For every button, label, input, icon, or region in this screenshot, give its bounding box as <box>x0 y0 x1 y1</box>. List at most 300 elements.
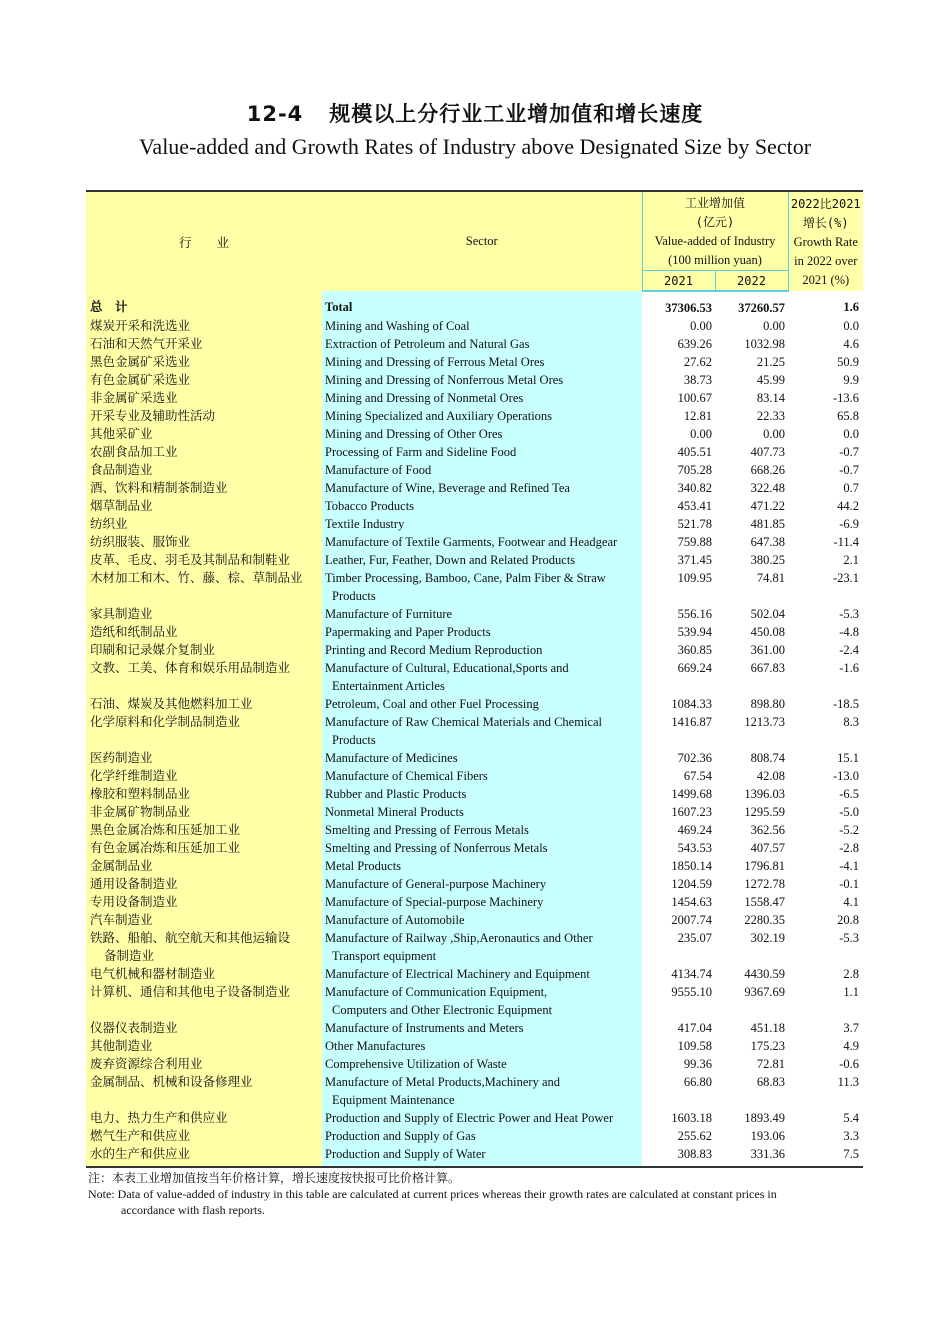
cell-value-2021 <box>642 443 715 461</box>
cell-value-2022 <box>715 291 788 317</box>
cell-growth-text: 0.0 <box>843 319 860 333</box>
cell-growth <box>788 533 863 551</box>
cell-industry-cn <box>86 821 322 839</box>
cell-value-2021 <box>642 515 715 533</box>
table-row <box>86 875 863 893</box>
cell-value-2021-text: 67.54 <box>683 769 712 783</box>
table-row <box>86 371 863 389</box>
cell-industry-cn <box>86 983 322 1019</box>
cell-value-2022-text: 1396.03 <box>744 787 786 801</box>
table-row <box>86 335 863 353</box>
cell-industry-cn <box>86 929 322 965</box>
cell-value-2021-text: 1454.63 <box>671 895 712 909</box>
cell-value-2021-text: 109.95 <box>677 571 712 585</box>
table-row <box>86 497 863 515</box>
table-row <box>86 893 863 911</box>
cell-growth <box>788 425 863 443</box>
table-row <box>86 983 863 1019</box>
sector-en-text: Extraction of Petroleum and Natural Gas <box>325 337 530 351</box>
cell-value-2022-text: 1295.59 <box>744 805 786 819</box>
cell-value-2022 <box>715 713 788 749</box>
cell-growth-text: -23.1 <box>832 571 860 585</box>
cell-value-2022-text: 302.19 <box>750 931 786 945</box>
cell-value-2021-text: 543.53 <box>677 841 712 855</box>
cell-sector-en <box>322 291 642 317</box>
cell-growth-text: -2.8 <box>839 841 860 855</box>
cell-value-2021 <box>642 389 715 407</box>
cell-value-2022-text: 37260.57 <box>738 301 786 315</box>
cell-value-2021 <box>642 1127 715 1145</box>
cell-value-2021-text: 417.04 <box>677 1021 712 1035</box>
sector-en-text: Manufacture of Wine, Beverage and Refined Tea <box>325 481 570 495</box>
cell-sector-en <box>322 929 642 965</box>
sector-en-text: Production and Supply of Gas <box>325 1129 476 1143</box>
cell-value-2022-text: 407.73 <box>750 445 786 459</box>
cell-sector-en <box>322 389 642 407</box>
note-en <box>88 1186 858 1218</box>
cell-value-2021 <box>642 497 715 515</box>
cell-value-2022-text: 2280.35 <box>744 913 786 927</box>
cell-value-2021-text: 469.24 <box>677 823 712 837</box>
table-row <box>86 857 863 875</box>
industry-cn-text: 计算机、通信和其他电子设备制造业 <box>90 984 291 999</box>
table-row <box>86 407 863 425</box>
cell-value-2021 <box>642 695 715 713</box>
sector-en-text: Manufacture of Metal Products,Machinery and <box>325 1075 560 1089</box>
sector-en-text: Papermaking and Paper Products <box>325 625 491 639</box>
cell-growth-text: -13.0 <box>832 769 860 783</box>
cell-value-2021-text: 37306.53 <box>665 301 712 315</box>
cell-growth <box>788 371 863 389</box>
table-row <box>86 929 863 965</box>
cell-value-2021-text: 340.82 <box>677 481 712 495</box>
cell-value-2022-text: 22.33 <box>756 409 786 423</box>
cell-value-2021-text: 1084.33 <box>671 697 712 711</box>
note-en-label: Note: <box>88 1187 115 1201</box>
cell-value-2021 <box>642 929 715 965</box>
cell-growth-text: 3.3 <box>843 1129 860 1143</box>
cell-value-2021-text: 1499.68 <box>671 787 712 801</box>
table-row <box>86 533 863 551</box>
cell-value-2021 <box>642 803 715 821</box>
cell-value-2021 <box>642 893 715 911</box>
cell-sector-en <box>322 875 642 893</box>
cell-value-2021-text: 453.41 <box>677 499 712 513</box>
cell-sector-en <box>322 623 642 641</box>
cell-value-2022 <box>715 479 788 497</box>
table-row <box>86 1019 863 1037</box>
cell-value-2021 <box>642 839 715 857</box>
industry-cn-text: 化学纤维制造业 <box>90 768 178 783</box>
table-row <box>86 443 863 461</box>
cell-value-2021 <box>642 911 715 929</box>
cell-industry-cn <box>86 911 322 929</box>
cell-sector-en <box>322 767 642 785</box>
cell-value-2021-text: 639.26 <box>677 337 712 351</box>
cell-value-2022-text: 72.81 <box>756 1057 786 1071</box>
cell-growth-text: -0.7 <box>839 463 860 477</box>
cell-value-2022 <box>715 659 788 695</box>
header-value-cn-1: 工业增加值 <box>685 196 746 210</box>
cell-growth-text: 7.5 <box>843 1147 860 1161</box>
cell-value-2021-text: 1850.14 <box>671 859 712 873</box>
header-growth <box>788 191 863 291</box>
cell-growth-text: 20.8 <box>837 913 860 927</box>
industry-cn-text: 其他采矿业 <box>90 426 153 441</box>
cell-value-2022 <box>715 929 788 965</box>
sector-en-text: Mining Specialized and Auxiliary Operations <box>325 409 553 423</box>
cell-value-2021-text: 556.16 <box>677 607 712 621</box>
table-row <box>86 1127 863 1145</box>
header-growth-cn-2: 增长(%) <box>802 216 849 230</box>
cell-sector-en <box>322 443 642 461</box>
cell-value-2021-text: 1603.18 <box>671 1111 712 1125</box>
cell-value-2021-text: 521.78 <box>677 517 712 531</box>
cell-value-2022 <box>715 317 788 335</box>
cell-growth <box>788 893 863 911</box>
cell-value-2022-text: 1032.98 <box>744 337 786 351</box>
industry-cn-text: 非金属矿采选业 <box>90 390 178 405</box>
industry-cn-text: 其他制造业 <box>90 1038 153 1053</box>
cell-industry-cn <box>86 335 322 353</box>
cell-industry-cn <box>86 1019 322 1037</box>
cell-sector-en <box>322 749 642 767</box>
cell-industry-cn <box>86 443 322 461</box>
cell-value-2022-text: 0.00 <box>763 427 786 441</box>
cell-industry-cn <box>86 317 322 335</box>
cell-value-2021 <box>642 291 715 317</box>
cell-value-2022-text: 322.48 <box>750 481 786 495</box>
cell-value-2021 <box>642 983 715 1019</box>
cell-value-2021 <box>642 767 715 785</box>
cell-growth <box>788 1019 863 1037</box>
table-number: 12-4 <box>246 102 304 126</box>
sector-en-text: Rubber and Plastic Products <box>325 787 467 801</box>
cell-value-2022-text: 898.80 <box>750 697 786 711</box>
industry-cn-text: 农副食品加工业 <box>90 444 178 459</box>
cell-value-2022-text: 1213.73 <box>744 715 786 729</box>
industry-cn-text: 金属制品、机械和设备修理业 <box>90 1074 253 1089</box>
industry-cn-text: 石油和天然气开采业 <box>90 336 203 351</box>
cell-growth <box>788 713 863 749</box>
sector-en-text: Manufacture of Special-purpose Machinery <box>325 895 544 909</box>
cell-value-2021-text: 1416.87 <box>671 715 712 729</box>
table-row <box>86 551 863 569</box>
cell-growth <box>788 497 863 515</box>
cell-growth <box>788 1109 863 1127</box>
sector-en-text-cont: Products <box>332 589 376 603</box>
cell-value-2021-text: 66.80 <box>683 1075 712 1089</box>
cell-sector-en <box>322 515 642 533</box>
cell-industry-cn <box>86 749 322 767</box>
industry-cn-text: 石油、煤炭及其他燃料加工业 <box>90 696 253 711</box>
note-en-line-2: accordance with flash reports. <box>121 1203 265 1217</box>
cell-value-2022 <box>715 353 788 371</box>
cell-sector-en <box>322 785 642 803</box>
cell-growth <box>788 317 863 335</box>
cell-sector-en <box>322 1127 642 1145</box>
cell-growth-text: 4.9 <box>843 1039 860 1053</box>
sector-en-text-cont: Transport equipment <box>332 949 437 963</box>
industry-cn-text: 废弃资源综合利用业 <box>90 1056 203 1071</box>
cell-growth-text: -6.9 <box>839 517 860 531</box>
table-row <box>86 767 863 785</box>
cell-value-2021-text: 1204.59 <box>671 877 712 891</box>
cell-value-2021-text: 0.00 <box>690 427 712 441</box>
industry-cn-text: 家具制造业 <box>90 606 153 621</box>
cell-growth-text: 5.4 <box>843 1111 860 1125</box>
cell-sector-en <box>322 803 642 821</box>
cell-sector-en <box>322 605 642 623</box>
industry-cn-text: 专用设备制造业 <box>90 894 178 909</box>
cell-industry-cn <box>86 641 322 659</box>
sector-en-text: Other Manufactures <box>325 1039 426 1053</box>
header-year-2021: 2021 <box>642 271 715 292</box>
sector-en-text: Manufacture of Cultural, Educational,Sports and <box>325 661 569 675</box>
notes <box>88 1170 858 1218</box>
cell-growth-text: -5.3 <box>839 931 860 945</box>
cell-value-2021-text: 539.94 <box>677 625 712 639</box>
industry-cn-text: 开采专业及辅助性活动 <box>90 408 216 423</box>
table-body <box>86 291 863 1167</box>
cell-value-2021 <box>642 821 715 839</box>
cell-industry-cn <box>86 479 322 497</box>
cell-industry-cn <box>86 965 322 983</box>
cell-value-2022 <box>715 1037 788 1055</box>
header-industry-label: 行 业 <box>178 235 229 250</box>
cell-growth <box>788 569 863 605</box>
industry-cn-text: 有色金属冶炼和压延加工业 <box>90 840 241 855</box>
sector-en-text: Manufacture of Communication Equipment, <box>325 985 548 999</box>
sector-en-text-cont: Entertainment Articles <box>332 679 445 693</box>
cell-sector-en <box>322 641 642 659</box>
cell-value-2021 <box>642 713 715 749</box>
cell-value-2021 <box>642 335 715 353</box>
cell-industry-cn <box>86 515 322 533</box>
cell-sector-en <box>322 1073 642 1109</box>
cell-value-2021 <box>642 875 715 893</box>
cell-industry-cn <box>86 767 322 785</box>
table-row <box>86 821 863 839</box>
cell-value-2021-text: 759.88 <box>677 535 712 549</box>
cell-growth-text: -6.5 <box>839 787 860 801</box>
cell-industry-cn <box>86 1037 322 1055</box>
sector-en-text: Mining and Washing of Coal <box>325 319 470 333</box>
header-growth-en-1: Growth Rate <box>793 235 858 249</box>
table-row <box>86 353 863 371</box>
industry-cn-text: 化学原料和化学制品制造业 <box>90 714 241 729</box>
cell-sector-en <box>322 659 642 695</box>
cell-sector-en <box>322 713 642 749</box>
cell-industry-cn <box>86 461 322 479</box>
cell-growth <box>788 749 863 767</box>
sector-en-text: Metal Products <box>325 859 402 873</box>
cell-value-2022-text: 647.38 <box>750 535 786 549</box>
table-row <box>86 803 863 821</box>
cell-growth-text: 1.1 <box>843 985 860 999</box>
cell-value-2021 <box>642 965 715 983</box>
cell-value-2021 <box>642 551 715 569</box>
cell-industry-cn <box>86 785 322 803</box>
industry-cn-text: 燃气生产和供应业 <box>90 1128 191 1143</box>
cell-value-2021 <box>642 605 715 623</box>
cell-sector-en <box>322 425 642 443</box>
cell-growth <box>788 641 863 659</box>
sector-en-text: Comprehensive Utilization of Waste <box>325 1057 507 1071</box>
table-row <box>86 1073 863 1109</box>
cell-value-2021-text: 705.28 <box>677 463 712 477</box>
cell-value-2022 <box>715 1127 788 1145</box>
sector-en-text: Petroleum, Coal and other Fuel Processing <box>325 697 539 711</box>
cell-value-2022-text: 502.04 <box>750 607 786 621</box>
table-row <box>86 479 863 497</box>
cell-value-2022 <box>715 749 788 767</box>
industry-cn-text: 总 计 <box>90 299 128 314</box>
industry-cn-text: 铁路、船舶、航空航天和其他运输设 <box>90 930 291 945</box>
cell-value-2021 <box>642 1037 715 1055</box>
cell-value-2021 <box>642 317 715 335</box>
cell-value-2022-text: 667.83 <box>750 661 786 675</box>
cell-industry-cn <box>86 371 322 389</box>
cell-growth <box>788 335 863 353</box>
industry-cn-text: 印刷和记录媒介复制业 <box>90 642 216 657</box>
cell-value-2022-text: 21.25 <box>756 355 786 369</box>
industry-cn-text: 木材加工和木、竹、藤、棕、草制品业 <box>90 570 303 585</box>
cell-sector-en <box>322 1145 642 1167</box>
cell-growth <box>788 479 863 497</box>
cell-industry-cn <box>86 623 322 641</box>
cell-value-2021-text: 1607.23 <box>671 805 712 819</box>
cell-value-2021-text: 235.07 <box>677 931 712 945</box>
cell-growth-text: -2.4 <box>839 643 860 657</box>
cell-value-2021 <box>642 785 715 803</box>
cell-growth <box>788 461 863 479</box>
cell-value-2021 <box>642 533 715 551</box>
cell-sector-en <box>322 965 642 983</box>
cell-value-2021 <box>642 1055 715 1073</box>
sector-en-text: Production and Supply of Water <box>325 1147 486 1161</box>
cell-industry-cn <box>86 1055 322 1073</box>
industry-cn-text: 仪器仪表制造业 <box>90 1020 178 1035</box>
cell-value-2021 <box>642 1019 715 1037</box>
note-cn: 注：本表工业增加值按当年价格计算，增长速度按快报可比价格计算。 <box>88 1171 461 1185</box>
cell-growth-text: -4.1 <box>839 859 860 873</box>
industry-cn-text: 橡胶和塑料制品业 <box>90 786 191 801</box>
table-row <box>86 317 863 335</box>
cell-industry-cn <box>86 713 322 749</box>
cell-industry-cn <box>86 857 322 875</box>
header-sector <box>322 191 642 291</box>
cell-value-2021 <box>642 461 715 479</box>
cell-industry-cn <box>86 605 322 623</box>
cell-value-2021-text: 0.00 <box>690 319 712 333</box>
cell-growth-text: -1.6 <box>839 661 860 675</box>
sector-en-text: Production and Supply of Electric Power and Heat Power <box>325 1111 614 1125</box>
table-row <box>86 965 863 983</box>
table-row <box>86 425 863 443</box>
cell-sector-en <box>322 335 642 353</box>
table-row <box>86 1055 863 1073</box>
table-row <box>86 623 863 641</box>
cell-growth-text: -0.6 <box>839 1057 860 1071</box>
cell-industry-cn <box>86 1073 322 1109</box>
industry-cn-text: 有色金属矿采选业 <box>90 372 191 387</box>
cell-value-2021-text: 702.36 <box>677 751 712 765</box>
cell-value-2022 <box>715 425 788 443</box>
industry-cn-text: 黑色金属矿采选业 <box>90 354 191 369</box>
table-row <box>86 695 863 713</box>
cell-value-2021-text: 669.24 <box>677 661 712 675</box>
cell-industry-cn <box>86 695 322 713</box>
cell-value-2022-text: 471.22 <box>750 499 786 513</box>
cell-industry-cn <box>86 497 322 515</box>
cell-value-2021 <box>642 749 715 767</box>
cell-industry-cn <box>86 1127 322 1145</box>
table-row <box>86 713 863 749</box>
sector-en-text: Manufacture of Raw Chemical Materials and Chemical <box>325 715 602 729</box>
industry-cn-text: 非金属矿物制品业 <box>90 804 191 819</box>
cell-sector-en <box>322 479 642 497</box>
cell-growth-text: -0.1 <box>839 877 860 891</box>
table-row <box>86 1145 863 1167</box>
table-row <box>86 911 863 929</box>
cell-value-2022 <box>715 623 788 641</box>
cell-value-2021-text: 2007.74 <box>671 913 712 927</box>
cell-value-2022-text: 175.23 <box>750 1039 786 1053</box>
sector-en-text: Manufacture of Medicines <box>325 751 458 765</box>
cell-growth <box>788 983 863 1019</box>
cell-value-2021 <box>642 623 715 641</box>
sector-en-text-cont: Products <box>332 733 376 747</box>
header-growth-cn-1: 2022比2021 <box>790 197 861 211</box>
cell-growth <box>788 911 863 929</box>
cell-industry-cn <box>86 291 322 317</box>
table-row <box>86 569 863 605</box>
cell-industry-cn <box>86 569 322 605</box>
industry-cn-text: 文教、工美、体育和娱乐用品制造业 <box>90 660 291 675</box>
cell-growth <box>788 821 863 839</box>
cell-growth-text: 4.1 <box>843 895 860 909</box>
header-industry <box>86 191 322 291</box>
cell-value-2021-text: 405.51 <box>677 445 712 459</box>
cell-growth <box>788 1073 863 1109</box>
cell-growth <box>788 291 863 317</box>
cell-value-2021-text: 27.62 <box>683 355 712 369</box>
sector-en-text-cont: Equipment Maintenance <box>332 1093 455 1107</box>
cell-sector-en <box>322 317 642 335</box>
cell-value-2021-text: 100.67 <box>677 391 712 405</box>
cell-value-2022-text: 83.14 <box>756 391 786 405</box>
sector-en-text: Printing and Record Medium Reproduction <box>325 643 543 657</box>
cell-growth-text: 2.8 <box>843 967 860 981</box>
industry-cn-text-cont: 备制造业 <box>104 948 155 963</box>
cell-growth-text: -13.6 <box>832 391 860 405</box>
cell-growth <box>788 695 863 713</box>
header-growth-en-3: 2021 (%) <box>802 273 850 287</box>
sector-en-text: Smelting and Pressing of Nonferrous Metals <box>325 841 548 855</box>
cell-value-2021-text: 99.36 <box>683 1057 712 1071</box>
cell-industry-cn <box>86 659 322 695</box>
cell-value-2022 <box>715 785 788 803</box>
cell-value-2021 <box>642 371 715 389</box>
cell-value-2022-text: 4430.59 <box>744 967 786 981</box>
cell-value-2021 <box>642 569 715 605</box>
cell-industry-cn <box>86 803 322 821</box>
cell-growth <box>788 1145 863 1167</box>
table-header <box>86 191 863 291</box>
cell-value-2021 <box>642 1073 715 1109</box>
industry-cn-text: 电气机械和器材制造业 <box>90 966 216 981</box>
